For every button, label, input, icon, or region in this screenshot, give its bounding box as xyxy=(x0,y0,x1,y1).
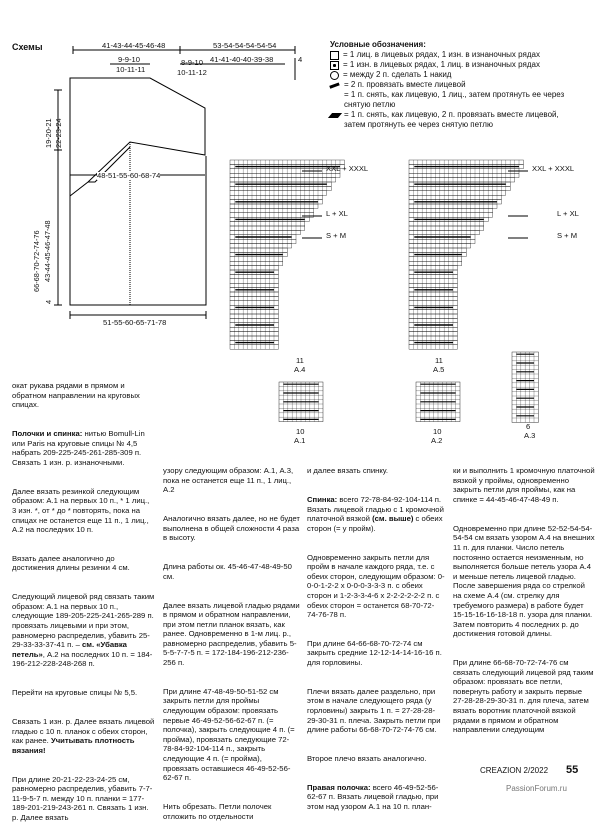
chart-a4-row xyxy=(230,226,305,230)
col2-text3: Длина работы ок. 45-46-47-48-49-50 см. xyxy=(163,562,295,581)
legend-item: = 2 п. провязать вместе лицевой xyxy=(344,80,466,89)
col3-text3: При длине 64-66-68-70-72-74 см закрыть средние 12-12-14-14-16-16 п. для горловины. xyxy=(307,638,444,668)
chart-a4-row xyxy=(230,336,278,340)
dim-side-lower2: 43-44-45-46-47-48 xyxy=(43,220,52,282)
chart-a5-row xyxy=(409,292,457,296)
chart-a5-row xyxy=(409,248,466,252)
col3-text1c: с обеих сторон (= у пройм). xyxy=(307,514,445,533)
chart-a5-row xyxy=(409,279,457,283)
col1-heading: Полочки и спинка: xyxy=(12,429,83,439)
dim-top-right: 53-54-54-54-54-54 xyxy=(213,41,277,50)
dim-sleeve-a: 9-9-10 xyxy=(118,55,140,64)
chart-a5-row xyxy=(409,301,457,305)
chart-a4-row xyxy=(230,296,278,300)
col3-text2: Одновременно закрыть петли для пройм в начале каждого ряда, т.е. с обеих сторон, следующим образом: 0-0-0-1-2-2 х 0-0-0-3-3-3 п. с обеих сторон и 1-2-3-3-4-6 х 2-2-2-2-2-2 п. с обеих сторон = останется 68-70-72-74-76-78 п. xyxy=(307,552,445,620)
chart-a4-row xyxy=(230,345,278,349)
col1-text5: Перейти на круговые спицы № 5,5. xyxy=(12,688,138,698)
dim-sleeve-c: 8-9-10 xyxy=(181,58,203,67)
size-label-l-a4: L + XL xyxy=(326,209,348,218)
a5-label: A.5 xyxy=(433,365,445,374)
chart-a5-row xyxy=(409,327,457,331)
dim-chest: 48-51-55-60-68-74 xyxy=(97,171,161,180)
chart-a5-row xyxy=(409,173,519,177)
chart-a4-row xyxy=(230,266,278,270)
chart-a5-row xyxy=(409,314,457,318)
chart-a5-row xyxy=(409,266,457,270)
chart-a5-row xyxy=(409,296,457,300)
chart-a5-row xyxy=(409,169,519,173)
chart-a5-row xyxy=(409,239,475,243)
chart-a4-row xyxy=(230,310,278,314)
legend-item: = 1 п. снять, как лицевую, 2 п. провязать вместе лицевой, затем протянуть ее через снятую петлю xyxy=(344,110,559,129)
col2-text2: Аналогично вязать далее, но не будет выполнена в общей сложности 4 раза в высоту. xyxy=(163,514,303,543)
chart-a4-row xyxy=(230,314,278,318)
chart-a4-row xyxy=(230,169,340,173)
col3-text1b: (см. выше) xyxy=(372,514,414,524)
chart-a5-row xyxy=(409,186,510,190)
chart-a5-row xyxy=(409,283,457,287)
col3-text4: Плечи вязать далее раздельно, при этом в начале следующего ряда (у горловины) закрыть 1 п. = 27-28-28-29-30-31 п. плеча. Закрыть петли при длине работы 66-68-70-72-74-76 см. xyxy=(307,686,443,735)
col1-text6: Связать 1 изн. р. Далее вязать лицевой гладью с 10 п. планок с обеих сторон, как ранее. xyxy=(12,716,157,746)
chart-a4-row xyxy=(230,208,314,212)
dim-side-upper2: 22-23-24 xyxy=(54,118,63,148)
chart-a4-row xyxy=(230,279,278,283)
col1-text4: Следующий лицевой ряд связать таким образом: А.1 на первых 10 п., следующие 189-205-225-241-265-289 п. провязать лицевыми и при этом, равномерно распределив, убавить 25-29-33-33-37-41 п. – xyxy=(12,592,157,650)
col4-text2: Одновременно при длине 52-52-54-54-54-54 см вязать узором А.4 на внешних 11 п. для планки. Число петель постоянно остается неизменным, но выполняется больше петель узора А.4 и меньше петель лицевой гладью. После завершения ряда со стрелкой на схеме А.4 (см. стрелку для требуемого размера) в работе будет 15-15-16-16-18-18 п. узора для планки. Затем повторить 4 последних р. до достижения готовой длины. xyxy=(453,523,597,639)
chart-a4-row xyxy=(230,274,278,278)
legend-item: = 1 п. снять, как лицевую, 1 лиц., затем протянуть ее через снятую петлю xyxy=(344,90,565,109)
dim-top-left: 41-43-44-45-46-48 xyxy=(102,41,166,50)
chart-a5-row xyxy=(409,318,457,322)
col1-text6b: Учитывать плотность вязания! xyxy=(12,736,137,755)
chart-a5-row xyxy=(409,208,493,212)
col3-text5: Второе плечо вязать аналогично. xyxy=(307,754,427,763)
chart-a4-row xyxy=(230,301,278,305)
chart-a4-row xyxy=(230,222,305,226)
col2-text1: узору следующим образом: А.1, А.3, пока не останется еще 11 п., 1 лиц., А.2 xyxy=(163,466,296,495)
dim-sleeve-b: 10-11-11 xyxy=(116,65,146,74)
a4-count: 11 xyxy=(296,356,304,365)
footer-site: PassionForum.ru xyxy=(506,784,567,793)
col1-text7: При длине 20-21-22-23-24-25 см, равномерно распределив, убавить 7-7-11-9-5-7 п. между 10 п. планки = 177-189-201-219-243-261 п. Связать 1 изн. р. Далее вязать xyxy=(12,774,153,822)
a5-count: 11 xyxy=(435,356,443,365)
col1-text1: нитью Bomull-Lin или Paris на круговые спицы № 4,5 набрать 209-225-245-261-285-309 п. Связать 1 изн. р. изнаночными. xyxy=(12,429,147,467)
a4-label: A.4 xyxy=(294,365,306,374)
footer-magazine: CREAZION 2/2022 xyxy=(480,766,549,775)
chart-a4-row xyxy=(230,213,314,217)
col3-text0: и далее вязать спинку. xyxy=(307,466,389,476)
chart-a5-row xyxy=(409,195,501,199)
chart-a4-row xyxy=(230,332,278,336)
chart-a4-row xyxy=(230,327,278,331)
chart-a5-row xyxy=(409,226,484,230)
chart-a5-row xyxy=(409,213,493,217)
col3-text1: всего 72-78-84-92-104-114 п. Вязать лицевой гладью с 1 кромочной платочной вязкой xyxy=(307,494,447,524)
chart-a5-row xyxy=(409,274,457,278)
legend-item: = 1 изн. в лицевых рядах, 1 лиц. в изнаночных рядах xyxy=(343,60,540,69)
chart-a5-row xyxy=(409,336,457,340)
chart-a4-row xyxy=(230,186,331,190)
footer-page-number: 55 xyxy=(566,764,579,776)
a2-count: 10 xyxy=(433,427,442,436)
col2-text6: Нить обрезать. Петли полочек отложить по отдельности xyxy=(163,801,274,821)
dim-side-upper: 19-20-21 xyxy=(44,118,53,148)
chart-a5-row xyxy=(409,332,457,336)
a1-label: A.1 xyxy=(294,436,306,445)
col1-intro: окат рукава рядами в прямом и обратном направлении на круговых спицах. xyxy=(12,381,142,410)
dim-bottom: 51-55-60-65-71-78 xyxy=(103,318,167,327)
chart-a5-row xyxy=(409,310,457,314)
chart-a4-row xyxy=(230,173,340,177)
col1-text4b: см. «Убавка петель» xyxy=(12,640,130,659)
col2-text5: При длине 47-48-49-50-51-52 см закрыть петли для проймы следующим образом: провязать первые 46-49-52-56-62-67 п. (= полочка), закрыть следующие 4 п. (= пройма), провязать следующие 72-78-84-92-104-114 п., закрыть следующие 4 п. (= пройма), провязать оставшиеся 46-49-52-56-62-67 п. xyxy=(163,686,297,783)
chart-a4-row xyxy=(230,318,278,322)
dim-sleeve-f: 4 xyxy=(298,55,303,64)
a2-label: A.2 xyxy=(431,436,443,445)
dim-sleeve-e: 41-41-40-40-39-38 xyxy=(210,55,274,64)
text-column-3 xyxy=(307,447,445,821)
a1-count: 10 xyxy=(296,427,305,436)
text-column-4 xyxy=(453,447,595,744)
size-label-s-a5: S + M xyxy=(557,231,578,240)
col4-text1: ки и выполнить 1 кромочную платочной вязкой у проймы, одновременно закрыть петли для проймы, как на спинке = 44-45-46-47-48-49 п. xyxy=(453,466,597,504)
chart-a4-row xyxy=(230,292,278,296)
a3-label: A.3 xyxy=(524,431,536,440)
col1-text4c: , А.2 на последних 10 п. = 184-196-212-228-248-268 п. xyxy=(12,649,153,669)
col2-text4: Далее вязать лицевой гладью рядами в прямом и обратном направлении, при этом петли планок вязать, как ранее. Одновременно в 1-м лиц. р., равномерно распределив, убавить 5-5-5-7-7-5 п. = 172-184-196-212-236-256 п. xyxy=(163,600,302,668)
section-title: Схемы xyxy=(12,42,43,52)
legend-item: = между 2 п. сделать 1 накид xyxy=(343,70,452,79)
chart-a4-row xyxy=(230,283,278,287)
text-column-2 xyxy=(163,447,303,831)
col4-text3: При длине 66-68-70-72-74-76 см связать следующий лицевой ряд таким образом: провязать все петли, повернуть работу и закрыть первые 27-28-28-29-30-31 п. для плеча, затем вязать воротник платочной вязкой рядами в прямом и обратном направлении следующим xyxy=(453,658,596,735)
size-label-xxl-a5: XXL + XXXL xyxy=(532,164,575,173)
col3-text6: всего 46-49-52-56-62-67 п. Вязать лицевой гладью, при этом над узором А.1 на 10 п. план- xyxy=(307,782,441,811)
dim-sleeve-d: 10-11-12 xyxy=(177,68,207,77)
size-label-s-a4: S + M xyxy=(326,231,347,240)
a3-count: 6 xyxy=(526,422,531,431)
chart-a4-row xyxy=(230,248,287,252)
col3-heading: Спинка: xyxy=(307,494,338,504)
chart-a4-row xyxy=(230,195,322,199)
col1-text2: Далее вязать резинкой следующим образом: А.1 на первых 10 п., * 1 лиц., 3 изн. *, от * до * повторять, пока на спицах не останется еще 11 п., 1 лиц., А.2 на последних 10 п. xyxy=(12,486,152,535)
chart-a5-row xyxy=(409,345,457,349)
legend-item: = 1 лиц. в лицевых рядах, 1 изн. в изнаночных рядах xyxy=(343,50,540,59)
text-column-1 xyxy=(12,362,155,832)
legend-title: Условные обозначения: xyxy=(330,40,426,49)
col1-text3: Вязать далее аналогично до достижения длины резинки 4 см. xyxy=(12,553,130,573)
chart-a5-row xyxy=(409,222,484,226)
col3-heading2: Правая полочка: xyxy=(307,782,371,792)
dim-side-small: 4 xyxy=(44,299,53,304)
size-label-l-a5: L + XL xyxy=(557,209,579,218)
chart-a4-row xyxy=(230,239,296,243)
size-label-xxl-a4: XXL + XXXL xyxy=(326,164,369,173)
dim-side-lower: 66-68-70-72-74-76 xyxy=(32,230,41,292)
